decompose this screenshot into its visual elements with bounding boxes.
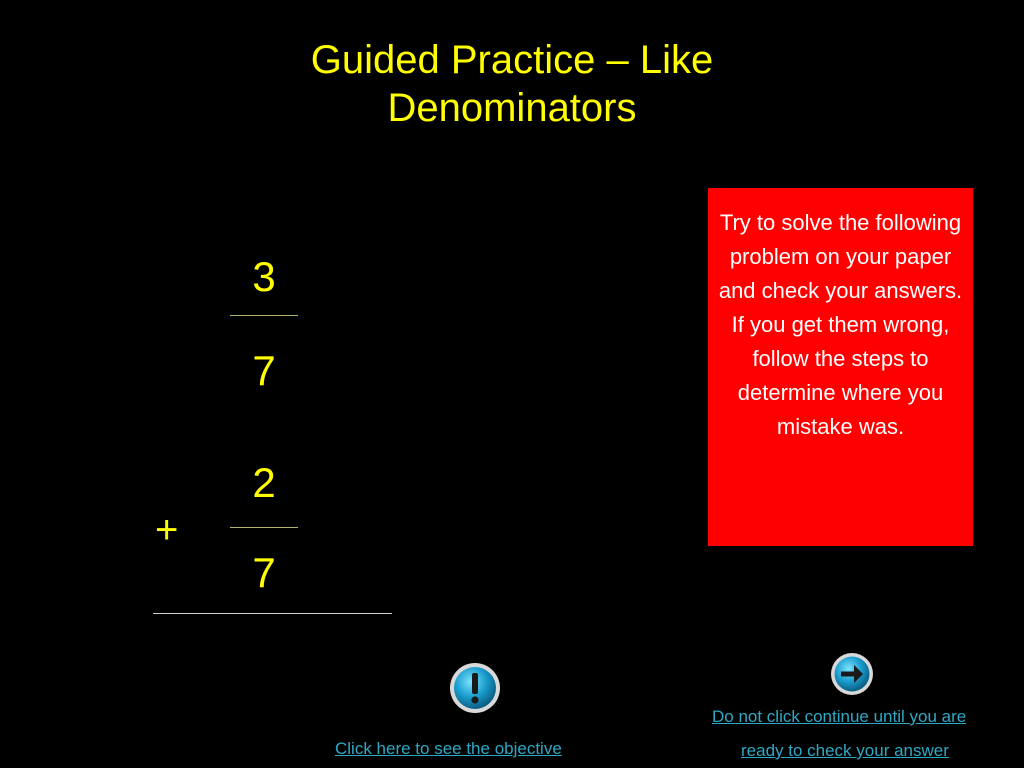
objective-link[interactable]: Click here to see the objective xyxy=(335,739,562,758)
fraction1-numerator: 3 xyxy=(252,253,276,300)
arrow-right-icon[interactable] xyxy=(830,652,874,696)
plus-operator: + xyxy=(155,508,179,552)
fraction2-bar xyxy=(230,527,298,528)
fraction1-denominator: 7 xyxy=(252,347,276,394)
continue-link-line-1[interactable]: Do not click continue until you are xyxy=(712,707,967,726)
slide-title xyxy=(0,36,1024,132)
instruction-note-text: Try to solve the following problem on your paper and check your answers. If you get them wrong, follow the steps to determine where you mistake was. xyxy=(718,210,963,439)
instruction-note xyxy=(708,188,973,546)
fraction2-denominator: 7 xyxy=(252,549,276,596)
fraction1-bar xyxy=(230,315,298,316)
info-exclamation-icon[interactable] xyxy=(449,662,501,714)
fraction2-numerator: 2 xyxy=(252,459,276,506)
sum-line xyxy=(153,613,392,614)
slide-title-line-1: Guided Practice – Like xyxy=(310,38,714,82)
continue-link-line-2[interactable]: ready to check your answer xyxy=(741,741,949,760)
slide-title-line-2: Denominators xyxy=(387,86,637,130)
